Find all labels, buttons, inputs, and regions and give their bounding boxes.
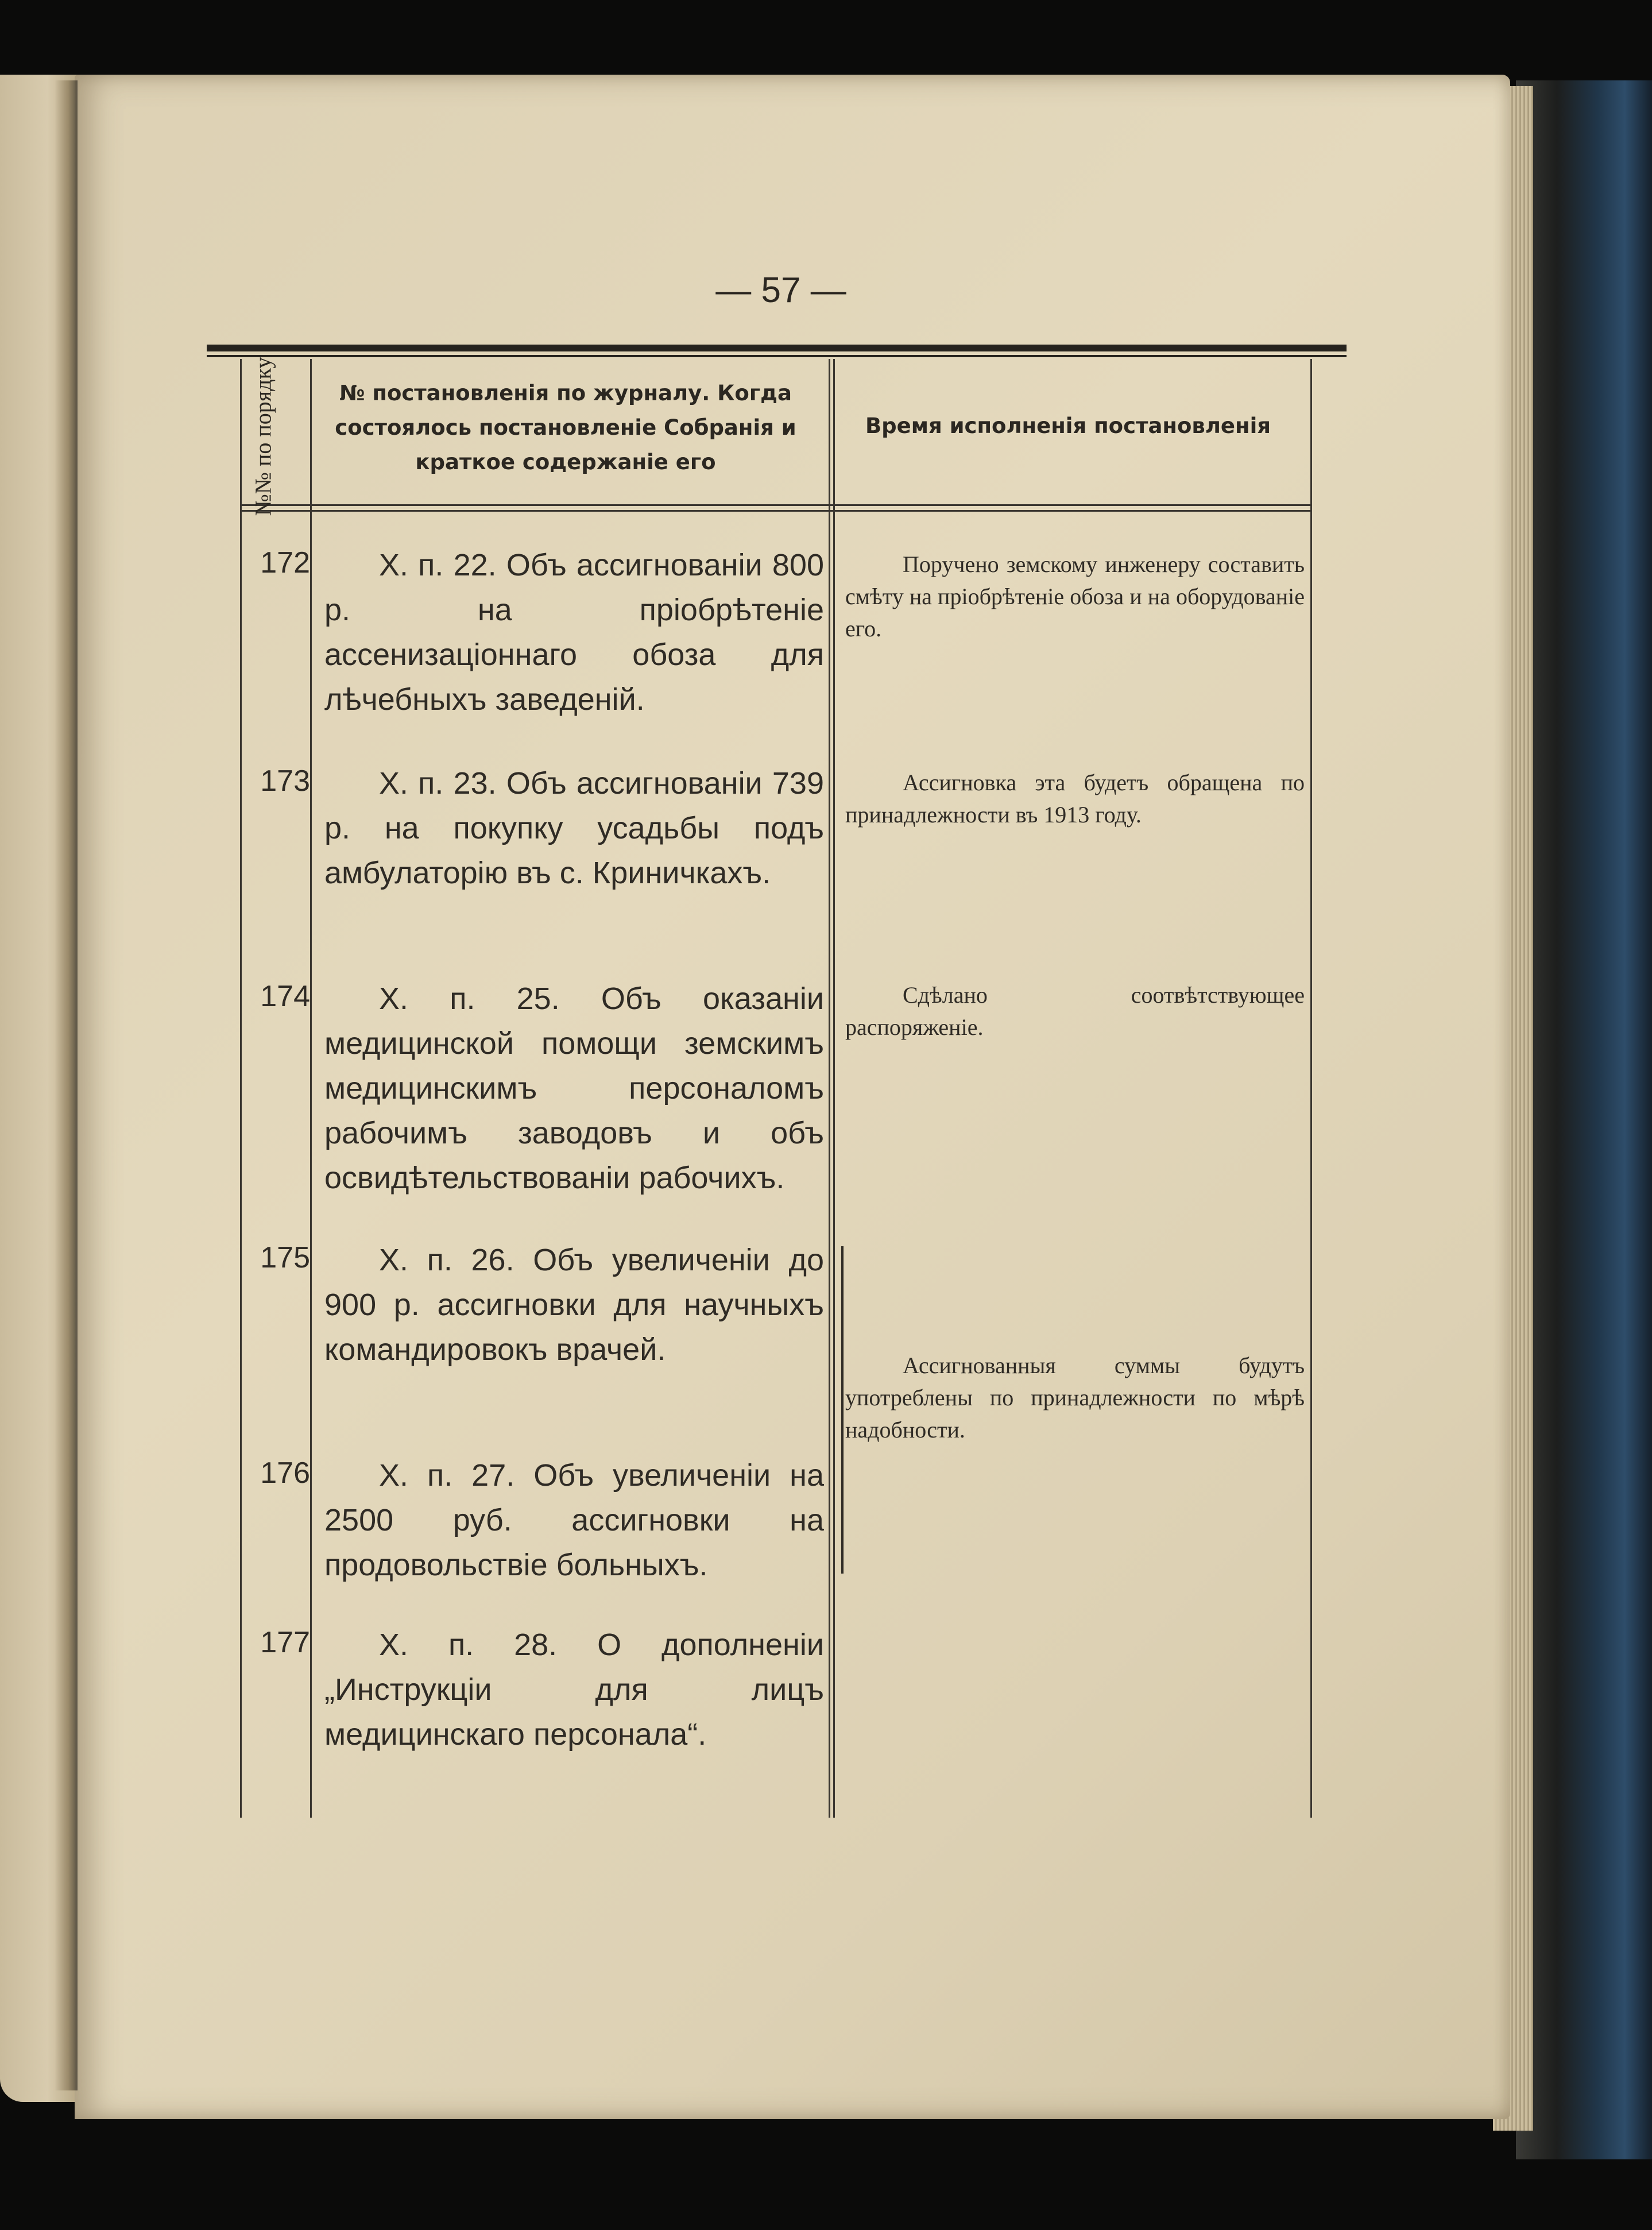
col-divider-2: [829, 359, 830, 1818]
execution-note: Ассигнованныя суммы будутъ употреблены по принадлежности по мѣрѣ надобности.: [845, 1352, 1305, 1443]
row-number: 173: [260, 764, 310, 798]
row-number: 175: [260, 1241, 310, 1274]
top-rule-thin: [207, 355, 1347, 357]
book-cover: [1516, 80, 1652, 2159]
resolution-entry: Х. п. 22. Объ ассигнованіи 800 р. на пріобрѣтеніе ассенизаціоннаго обоза для лѣчебныхъ заведеній.: [324, 548, 824, 717]
row-number: 174: [260, 980, 310, 1013]
page-fold-shadow: [55, 80, 78, 2090]
execution-note: Поручено земскому инженеру составить смѣту на пріобрѣтеніе обоза и на оборудованіе его.: [845, 551, 1305, 641]
col-divider-2b: [833, 359, 835, 1818]
row-number: 172: [260, 546, 310, 579]
execution-note: Ассигновка эта будетъ обращена по принадлежности въ 1913 году.: [845, 770, 1305, 828]
resolution-entry: Х. п. 27. Объ увеличеніи на 2500 руб. ассигновки на продовольствіе больныхъ.: [324, 1458, 824, 1582]
row-number: 176: [260, 1456, 310, 1490]
resolution-entry: Х. п. 25. Объ оказаніи медицинской помощи земскимъ медицинскимъ персоналомъ рабочимъ заводовъ и объ освидѣтельствованіи рабочихъ.: [324, 981, 824, 1195]
row-number: 177: [260, 1626, 310, 1659]
page-number: — 57 —: [715, 270, 846, 310]
header-resolution: № постановленія по журналу. Когда состоялось постановленіе Собранія и краткое содержаніе его: [335, 381, 796, 474]
top-rule: [207, 345, 1347, 351]
resolution-entry: Х. п. 23. Объ ассигнованіи 739 р. на покупку усадьбы подъ амбулаторію въ с. Криничкахъ.: [324, 766, 824, 890]
execution-note: Сдѣлано соотвѣтствующее распоряженіе.: [845, 982, 1305, 1040]
table-right-border: [1310, 359, 1312, 1818]
resolution-entry: Х. п. 26. Объ увеличеніи до 900 р. ассигновки для научныхъ командировокъ врачей.: [324, 1243, 824, 1367]
header-underline: [240, 504, 1312, 506]
header-underline-2: [240, 510, 1312, 512]
header-row-number: №№ по порядку: [250, 357, 276, 516]
header-execution: Время исполненія постановленія: [865, 413, 1271, 438]
resolution-entry: Х. п. 28. О дополненіи „Инструкціи для лицъ медицинскаго персонала“.: [324, 1628, 824, 1752]
col-divider-1: [310, 359, 312, 1818]
